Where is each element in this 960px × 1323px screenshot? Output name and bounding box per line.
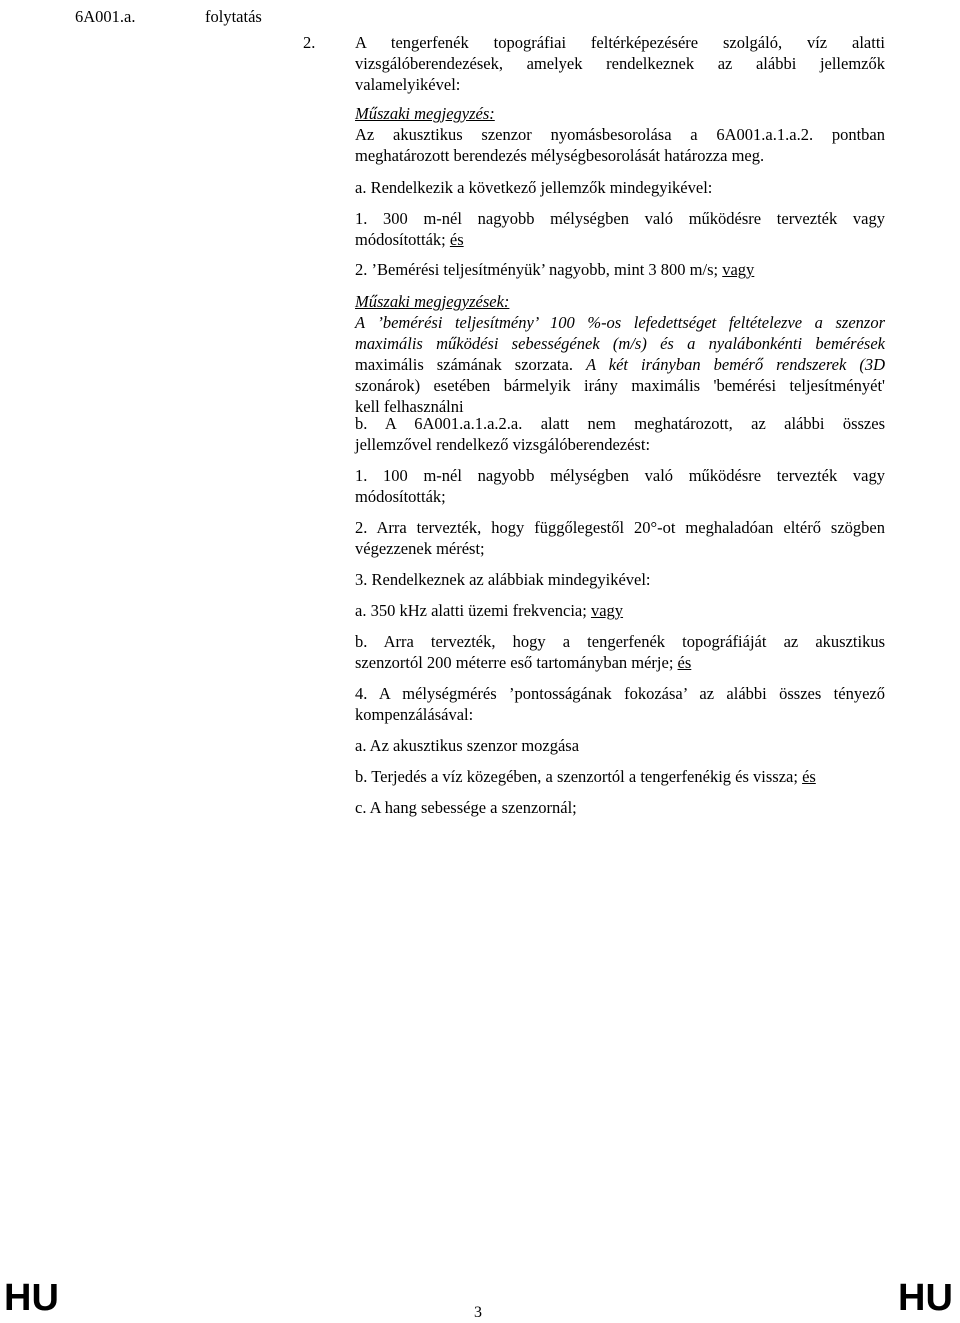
sub-b-4-line: 4. A mélységmérés ’pontosságának fokozása’ az alábbi összes tényező [355,684,885,703]
sub-a-heading [355,177,885,198]
conjunction-or: vagy [722,260,755,279]
technical-notes-title: Műszaki megjegyzések: [355,292,510,311]
technical-notes-2 [355,291,885,417]
sub-b-3-text: 3. Rendelkeznek az alábbiak mindegyikével: [355,570,651,589]
sub-b-line: jellemzővel rendelkező vizsgálóberendezést: [355,435,651,454]
sub-b-heading [355,413,885,455]
sub-b-3-b-text: szenzortól 200 méterre eső tartományban mérje; [355,653,678,672]
sub-b-2-line: 2. Arra tervezték, hogy függőlegestől 20°-ot meghaladóan eltérő szögben [355,518,885,537]
conjunction-and: és [449,230,464,249]
sub-b-4-line: kompenzálásával: [355,705,474,724]
sub-b-4-b-text: b. Terjedés a víz közegében, a szenzortól a tengerfenékig és vissza; [355,767,803,786]
sub-a-1 [355,208,885,250]
technical-notes-line [355,354,885,375]
technical-notes-text: maximális számának szorzata. [355,355,586,374]
conjunction-and: és [677,653,692,672]
technical-notes-text-italic: A két irányban bemérő rendszerek (3D [585,355,885,374]
sub-b-1-line: módosították; [355,487,446,506]
sub-b-3-b-line: b. Arra tervezték, hogy a tengerfenék topográfiáját az akusztikus [355,632,885,651]
sub-b-2-line: végezzenek mérést; [355,539,485,558]
technical-notes-line: A ’bemérési teljesítmény’ 100 %-os lefedettséget feltételezve a szenzor [355,313,885,332]
sub-b-1-line: 1. 100 m-nél nagyobb mélységben való működésre tervezték vagy [355,466,885,485]
sub-b-4-c [355,797,885,818]
footer-page-number: 3 [474,1304,482,1321]
sub-a-text: a. Rendelkezik a következő jellemzők mindegyikével: [355,178,713,197]
footer-language-right: HU [898,1277,953,1319]
sub-b-3-b-line [355,652,885,673]
sub-b-3-b [355,631,885,673]
sub-b-1 [355,465,885,507]
sub-b-4-a-text: a. Az akusztikus szenzor mozgása [355,736,580,755]
sub-b-3-a-text: a. 350 kHz alatti üzemi frekvencia; [355,601,591,620]
footer-language-left: HU [4,1277,59,1319]
sub-b-4-a [355,735,885,756]
sub-a-1-line [355,229,885,250]
technical-notes-line: maximális működési sebességének (m/s) és a nyalábonkénti bemérések [355,334,885,353]
item-2-line: valamelyikével: [355,75,461,94]
item-2-line: vizsgálóberendezések, amelyek rendelkeznek az alábbi jellemzők [355,54,885,73]
sub-b-4-c-text: c. A hang sebessége a szenzornál; [355,798,577,817]
technical-note-1 [355,103,885,166]
technical-notes-line: kell felhasználni [355,397,464,416]
sub-b-line: b. A 6A001.a.1.a.2.a. alatt nem meghatározott, az alábbi összes [355,414,885,433]
conjunction-or: vagy [590,601,624,620]
conjunction-and: és [802,767,816,786]
item-2-line: A tengerfenék topográfiai feltérképezésére szolgáló, víz alatti [355,33,885,52]
technical-note-title: Műszaki megjegyzés: [355,104,495,123]
header-continued: folytatás [205,7,262,26]
technical-notes-line: szonárok) esetében bármelyik irány maximális 'bemérési teljesítményét' [355,376,885,395]
sub-a-1-line: 1. 300 m-nél nagyobb mélységben való működésre tervezték vagy [355,209,885,228]
sub-a-2 [355,259,885,280]
sub-b-3 [355,569,885,590]
item-2-text [355,32,885,95]
sub-b-2 [355,517,885,559]
sub-b-4 [355,683,885,725]
sub-b-4-b [355,766,885,787]
sub-a-2-text: 2. ’Bemérési teljesítményük’ nagyobb, mint 3 800 m/s; [355,260,723,279]
sub-a-1-text: módosították; [355,230,450,249]
technical-note-line: Az akusztikus szenzor nyomásbesorolása a 6A001.a.1.a.2. pontban [355,125,885,144]
technical-note-line: meghatározott berendezés mélységbesorolását határozza meg. [355,146,765,165]
sub-b-3-a [355,600,885,621]
header-code: 6A001.a. [75,7,136,26]
item-2-number: 2. [303,33,316,52]
